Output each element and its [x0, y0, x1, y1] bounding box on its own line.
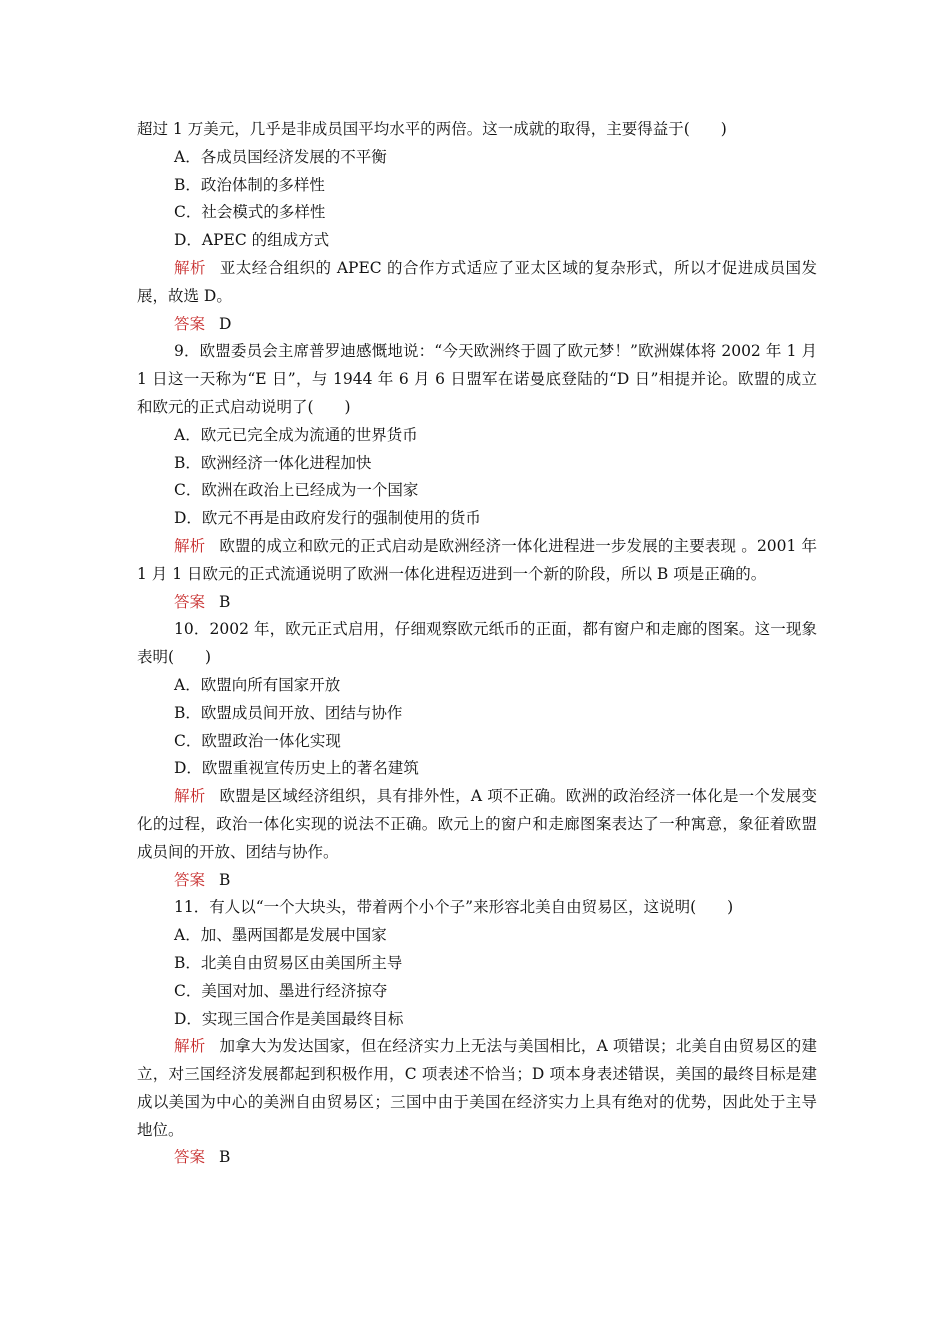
q9-answer-value: B: [219, 592, 231, 611]
q8-answer: [137, 311, 817, 339]
q9-option-d: D．欧元不再是由政府发行的强制使用的货币: [174, 509, 481, 528]
q8-option-b: B．政治体制的多样性: [174, 175, 325, 194]
q9-answer-label: 答案: [174, 592, 206, 611]
q8-analysis-text: 亚太经合组织的 APEC 的合作方式适应了亚太区域的复杂形式，所以才促进成员国发展，故选 D。: [137, 258, 817, 305]
q8-option-a: A．各成员国经济发展的不平衡: [174, 147, 387, 166]
q11-option-b: B．北美自由贸易区由美国所主导: [174, 953, 403, 972]
q11-answer-value: B: [219, 1148, 231, 1167]
document-content: [137, 116, 817, 1172]
q10-stem: 10．2002 年，欧元正式启用，仔细观察欧元纸币的正面，都有窗户和走廊的图案。这一现象表明( ): [137, 620, 817, 667]
q9-analysis: [137, 533, 817, 589]
q8-option-d: D．APEC 的组成方式: [174, 231, 330, 250]
q9-option-b: B．欧洲经济一体化进程加快: [174, 453, 372, 472]
q11-analysis-text: 加拿大为发达国家，但在经济实力上无法与美国相比，A 项错误；北美自由贸易区的建立，对三国经济发展都起到积极作用，C 项表述不恰当；D 项本身表述错误，美国的最终目标是建成以美国为中心的美洲自由贸易区；三国中由于美国在经济实力上具有绝对的优势，因此处于主导地位。: [137, 1037, 817, 1139]
q11-stem: 11．有人以“一个大块头，带着两个小个子”来形容北美自由贸易区，这说明( ): [174, 898, 734, 917]
q11-option-d: D．实现三国合作是美国最终目标: [174, 1009, 404, 1028]
q11-analysis: [137, 1033, 817, 1144]
q10-option-d: D．欧盟重视宣传历史上的著名建筑: [174, 759, 419, 778]
q9-answer: [137, 589, 817, 617]
q11-answer-label: 答案: [174, 1148, 206, 1167]
q8-answer-value: D: [219, 314, 232, 333]
q10-answer-value: B: [219, 870, 231, 889]
q10-analysis-text: 欧盟是区域经济组织，具有排外性，A 项不正确。欧洲的政治经济一体化是一个发展变化的过程，政治一体化实现的说法不正确。欧元上的窗户和走廊图案表达了一种寓意，象征着欧盟成员间的开放、团结与协作。: [137, 787, 817, 861]
q8-analysis: [137, 255, 817, 311]
q11-analysis-label: 解析: [174, 1037, 206, 1056]
q11-option-c: C．美国对加、墨进行经济掠夺: [174, 981, 388, 1000]
q9-analysis-text: 欧盟的成立和欧元的正式启动是欧洲经济一体化进程进一步发展的主要表现 。2001 年 1 月 1 日欧元的正式流通说明了欧洲一体化进程迈进到一个新的阶段，所以 B 项是正确的。: [137, 536, 817, 583]
q10-option-b: B．欧盟成员间开放、团结与协作: [174, 703, 403, 722]
q9-analysis-label: 解析: [174, 536, 206, 555]
q9-stem: 9．欧盟委员会主席普罗迪感慨地说：“今天欧洲终于圆了欧元梦！”欧洲媒体将 2002 年 1 月 1 日这一天称为“E 日”，与 1944 年 6 月 6 日盟军在诺曼底登陆的“D 日”相提并论。欧盟的成立和欧元的正式启动说明了( ): [137, 342, 817, 416]
q10-answer: [137, 867, 817, 895]
q9-option-a: A．欧元已完全成为流通的世界货币: [174, 425, 418, 444]
q10-option-a: A．欧盟向所有国家开放: [174, 675, 341, 694]
q10-option-c: C．欧盟政治一体化实现: [174, 731, 341, 750]
q11-answer: [137, 1144, 817, 1172]
q8-analysis-label: 解析: [174, 258, 206, 277]
q10-analysis-label: 解析: [174, 787, 206, 806]
q8-answer-label: 答案: [174, 314, 206, 333]
q10-analysis: [137, 783, 817, 866]
q8-stem-tail: 超过 1 万美元，几乎是非成员国平均水平的两倍。这一成就的取得，主要得益于( ): [137, 120, 727, 138]
q10-answer-label: 答案: [174, 870, 206, 889]
q11-option-a: A．加、墨两国都是发展中国家: [174, 926, 387, 945]
q8-option-c: C．社会模式的多样性: [174, 203, 326, 222]
q9-option-c: C．欧洲在政治上已经成为一个国家: [174, 481, 419, 500]
